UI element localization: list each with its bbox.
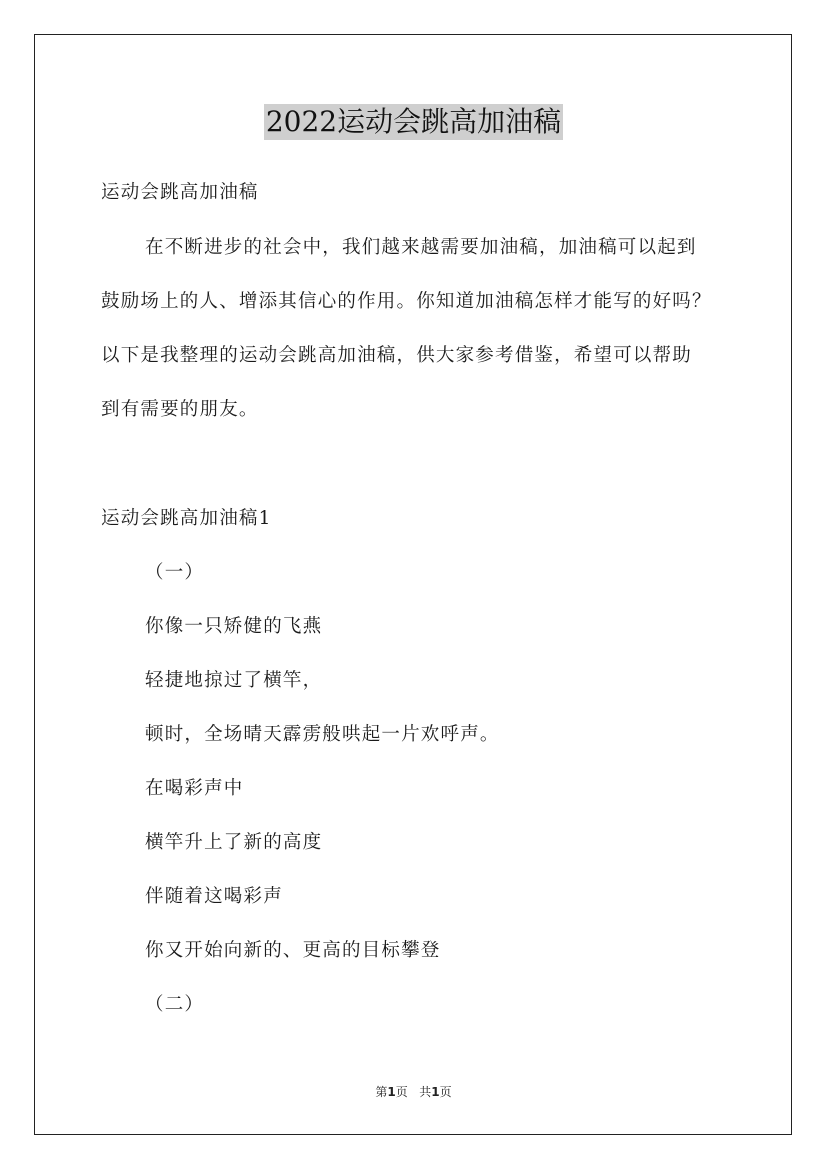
intro-line-2: 鼓励场上的人、增添其信心的作用。你知道加油稿怎样才能写的好吗？ bbox=[101, 291, 712, 312]
title-container bbox=[0, 104, 827, 140]
document-title: 2022运动会跳高加油稿 bbox=[265, 105, 562, 138]
intro-line-4: 到有需要的朋友。 bbox=[101, 399, 259, 420]
page-number: 1 bbox=[387, 1085, 396, 1099]
part-one-label: （一） bbox=[145, 562, 205, 583]
intro-line-3: 以下是我整理的运动会跳高加油稿，供大家参考借鉴，希望可以帮助 bbox=[101, 345, 693, 366]
total-suffix: 页 bbox=[439, 1085, 452, 1099]
total-prefix: 共 bbox=[419, 1085, 432, 1099]
page-prefix: 第 bbox=[375, 1085, 388, 1099]
poem-line-7: 你又开始向新的、更高的目标攀登 bbox=[145, 940, 441, 961]
part-two-label: （二） bbox=[145, 994, 205, 1015]
total-number: 1 bbox=[431, 1085, 440, 1099]
page-footer bbox=[0, 1084, 827, 1100]
section-heading: 运动会跳高加油稿1 bbox=[101, 508, 272, 529]
poem-line-5: 横竿升上了新的高度 bbox=[145, 832, 323, 853]
poem-line-1: 你像一只矫健的飞燕 bbox=[145, 616, 323, 637]
poem-line-3: 顿时，全场晴天霹雳般哄起一片欢呼声。 bbox=[145, 724, 500, 745]
intro-line-1: 在不断进步的社会中，我们越来越需要加油稿，加油稿可以起到 bbox=[145, 237, 697, 258]
poem-line-2: 轻捷地掠过了横竿， bbox=[145, 670, 323, 691]
poem-line-4: 在喝彩声中 bbox=[145, 778, 244, 799]
poem-line-6: 伴随着这喝彩声 bbox=[145, 886, 283, 907]
page-suffix: 页 bbox=[395, 1085, 408, 1099]
subheading: 运动会跳高加油稿 bbox=[101, 182, 259, 203]
